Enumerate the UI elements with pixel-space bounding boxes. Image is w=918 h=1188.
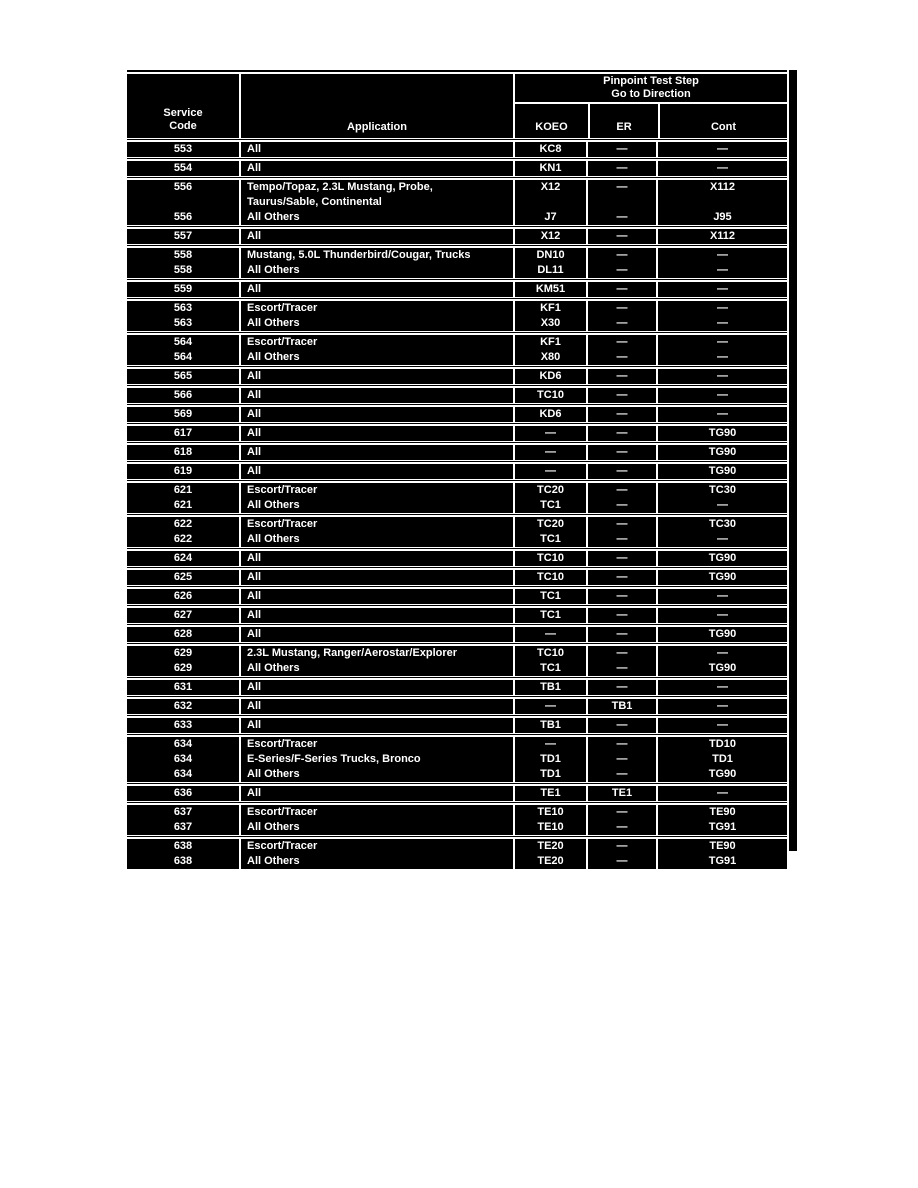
table-row-group — [127, 680, 787, 695]
cell-code: 638 — [127, 839, 239, 854]
cell-koeo: DL11 — [513, 263, 586, 278]
cell-er: — — [586, 142, 656, 157]
cell-er: — — [586, 646, 656, 661]
header-er: ER — [588, 104, 658, 138]
row-separator — [127, 835, 787, 839]
cell-app: All — [239, 161, 513, 176]
row-separator — [127, 695, 787, 699]
cell-cont: — — [656, 335, 787, 350]
cell-koeo: — — [513, 627, 586, 642]
cell-app: Escort/Tracer — [239, 737, 513, 752]
cell-app: All Others — [239, 661, 513, 676]
page-edge-bar — [789, 70, 797, 851]
table-row-group — [127, 839, 787, 869]
cell-cont: TG90 — [656, 767, 787, 782]
cell-code: 554 — [127, 161, 239, 176]
cell-er: — — [586, 608, 656, 623]
cell-code: 629 — [127, 661, 239, 676]
row-separator — [127, 384, 787, 388]
cell-app: All Others — [239, 263, 513, 278]
cell-app: All Others — [239, 820, 513, 835]
cell-code: 637 — [127, 805, 239, 820]
cell-app: All — [239, 718, 513, 733]
cell-koeo: J7 — [513, 210, 586, 225]
cell-code: 625 — [127, 570, 239, 585]
cell-er: — — [586, 517, 656, 532]
cell-code: 564 — [127, 350, 239, 365]
cell-cont: — — [656, 388, 787, 403]
table-row-group — [127, 551, 787, 566]
table-header — [127, 74, 787, 138]
row-separator — [127, 566, 787, 570]
table-row-group — [127, 282, 787, 297]
cell-cont: TG90 — [656, 551, 787, 566]
cell-koeo: TC10 — [513, 570, 586, 585]
cell-app: All Others — [239, 854, 513, 869]
table-top-border — [127, 70, 787, 72]
cell-app: All — [239, 627, 513, 642]
row-separator — [127, 547, 787, 551]
cell-er: — — [586, 180, 656, 195]
table-row-group — [127, 570, 787, 585]
cell-cont: X112 — [656, 229, 787, 244]
cell-code: 634 — [127, 737, 239, 752]
table-row-group — [127, 142, 787, 157]
table-row-group — [127, 335, 787, 365]
cell-code: 621 — [127, 498, 239, 513]
cell-er: — — [586, 350, 656, 365]
cell-app: Escort/Tracer — [239, 839, 513, 854]
row-separator — [127, 422, 787, 426]
cell-cont: — — [656, 699, 787, 714]
cell-er: — — [586, 301, 656, 316]
cell-app: All — [239, 608, 513, 623]
cell-koeo: KF1 — [513, 301, 586, 316]
row-separator — [127, 676, 787, 680]
table-row-group — [127, 180, 787, 225]
cell-cont — [656, 195, 787, 210]
cell-er: — — [586, 464, 656, 479]
cell-koeo: — — [513, 464, 586, 479]
cell-cont: — — [656, 718, 787, 733]
cell-er: — — [586, 718, 656, 733]
cell-er: — — [586, 229, 656, 244]
cell-code — [127, 195, 239, 210]
cell-code: 622 — [127, 517, 239, 532]
cell-cont: TG90 — [656, 661, 787, 676]
row-separator — [127, 441, 787, 445]
cell-koeo: — — [513, 426, 586, 441]
cell-koeo: TC20 — [513, 483, 586, 498]
row-separator — [127, 623, 787, 627]
row-separator — [127, 297, 787, 301]
cell-koeo: — — [513, 737, 586, 752]
cell-app: Escort/Tracer — [239, 335, 513, 350]
cell-koeo: TE20 — [513, 839, 586, 854]
cell-code: 619 — [127, 464, 239, 479]
cell-code: 629 — [127, 646, 239, 661]
cell-er: TE1 — [586, 786, 656, 801]
cell-app: All — [239, 570, 513, 585]
cell-app: Escort/Tracer — [239, 301, 513, 316]
cell-er: — — [586, 483, 656, 498]
row-separator — [127, 733, 787, 737]
cell-koeo: TB1 — [513, 718, 586, 733]
cell-code: 618 — [127, 445, 239, 460]
cell-er: TB1 — [586, 699, 656, 714]
cell-code: 564 — [127, 335, 239, 350]
row-separator — [127, 278, 787, 282]
cell-cont: — — [656, 316, 787, 331]
cell-code: 556 — [127, 210, 239, 225]
cell-er: — — [586, 805, 656, 820]
cell-code: 638 — [127, 854, 239, 869]
table-row-group — [127, 369, 787, 384]
table-row-group — [127, 161, 787, 176]
row-separator — [127, 714, 787, 718]
cell-cont: TG91 — [656, 854, 787, 869]
cell-code: 558 — [127, 248, 239, 263]
cell-er: — — [586, 316, 656, 331]
table-row-group — [127, 248, 787, 278]
header-pinpoint-test-step — [515, 74, 787, 102]
table-row-group — [127, 608, 787, 623]
cell-app: All — [239, 699, 513, 714]
cell-cont: TE90 — [656, 839, 787, 854]
cell-koeo: X30 — [513, 316, 586, 331]
cell-er: — — [586, 210, 656, 225]
table-row-group — [127, 805, 787, 835]
cell-app: All Others — [239, 532, 513, 547]
cell-app: All — [239, 786, 513, 801]
cell-app: All — [239, 282, 513, 297]
cell-koeo: TE10 — [513, 820, 586, 835]
cell-er: — — [586, 570, 656, 585]
cell-er: — — [586, 627, 656, 642]
row-separator — [127, 403, 787, 407]
cell-cont: TD1 — [656, 752, 787, 767]
cell-koeo: TE20 — [513, 854, 586, 869]
cell-app: All — [239, 680, 513, 695]
cell-cont: — — [656, 282, 787, 297]
row-separator — [127, 225, 787, 229]
cell-er: — — [586, 767, 656, 782]
cell-cont: — — [656, 301, 787, 316]
cell-koeo: TD1 — [513, 767, 586, 782]
cell-code: 556 — [127, 180, 239, 195]
cell-koeo: TC1 — [513, 608, 586, 623]
cell-er: — — [586, 263, 656, 278]
cell-er: — — [586, 737, 656, 752]
cell-er: — — [586, 752, 656, 767]
cell-koeo: X12 — [513, 229, 586, 244]
cell-er — [586, 195, 656, 210]
cell-code: 563 — [127, 316, 239, 331]
row-separator — [127, 513, 787, 517]
header-pinpoint-columns — [515, 102, 787, 138]
cell-er: — — [586, 680, 656, 695]
cell-er: — — [586, 589, 656, 604]
row-separator — [127, 604, 787, 608]
cell-app: Escort/Tracer — [239, 483, 513, 498]
cell-cont: — — [656, 161, 787, 176]
cell-app: All Others — [239, 210, 513, 225]
cell-er: — — [586, 369, 656, 384]
cell-er: — — [586, 820, 656, 835]
cell-koeo: KD6 — [513, 407, 586, 422]
cell-code: 624 — [127, 551, 239, 566]
cell-code: 634 — [127, 767, 239, 782]
row-separator — [127, 801, 787, 805]
cell-er: — — [586, 248, 656, 263]
cell-er: — — [586, 839, 656, 854]
header-service-code-line1: Service — [163, 107, 203, 119]
row-separator — [127, 365, 787, 369]
row-separator — [127, 176, 787, 180]
cell-app: Taurus/Sable, Continental — [239, 195, 513, 210]
cell-er: — — [586, 426, 656, 441]
row-separator — [127, 244, 787, 248]
cell-code: 633 — [127, 718, 239, 733]
service-code-table — [127, 70, 787, 869]
table-row-group — [127, 737, 787, 782]
cell-koeo: TC20 — [513, 517, 586, 532]
cell-er: — — [586, 282, 656, 297]
cell-cont: TG90 — [656, 627, 787, 642]
cell-app: Escort/Tracer — [239, 517, 513, 532]
cell-er: — — [586, 498, 656, 513]
cell-code: 632 — [127, 699, 239, 714]
cell-code: 557 — [127, 229, 239, 244]
cell-code: 628 — [127, 627, 239, 642]
cell-app: All — [239, 142, 513, 157]
cell-er: — — [586, 445, 656, 460]
cell-cont: — — [656, 680, 787, 695]
row-separator — [127, 642, 787, 646]
cell-code: 621 — [127, 483, 239, 498]
cell-koeo: TC1 — [513, 532, 586, 547]
cell-er: — — [586, 407, 656, 422]
cell-app: All — [239, 464, 513, 479]
cell-cont: — — [656, 608, 787, 623]
cell-code: 617 — [127, 426, 239, 441]
cell-app: All Others — [239, 767, 513, 782]
row-separator — [127, 585, 787, 589]
cell-cont: X112 — [656, 180, 787, 195]
cell-cont: TG90 — [656, 426, 787, 441]
header-cont: Cont — [658, 104, 787, 138]
header-koeo: KOEO — [515, 104, 588, 138]
cell-koeo: TB1 — [513, 680, 586, 695]
table-row-group — [127, 301, 787, 331]
cell-koeo: KD6 — [513, 369, 586, 384]
table-row-group — [127, 445, 787, 460]
cell-code: 637 — [127, 820, 239, 835]
cell-er: — — [586, 335, 656, 350]
cell-app: All Others — [239, 316, 513, 331]
cell-cont: TC30 — [656, 517, 787, 532]
header-pinpoint-line2: Go to Direction — [611, 88, 691, 100]
cell-er: — — [586, 532, 656, 547]
cell-cont: TG90 — [656, 570, 787, 585]
cell-koeo: KM51 — [513, 282, 586, 297]
header-pinpoint-group — [513, 74, 787, 138]
cell-cont: — — [656, 248, 787, 263]
row-separator — [127, 460, 787, 464]
cell-cont: — — [656, 786, 787, 801]
cell-code: 559 — [127, 282, 239, 297]
cell-app: 2.3L Mustang, Ranger/Aerostar/Explorer — [239, 646, 513, 661]
cell-koeo: TC10 — [513, 388, 586, 403]
cell-er: — — [586, 388, 656, 403]
table-row-group — [127, 646, 787, 676]
cell-koeo: TC1 — [513, 589, 586, 604]
cell-koeo: X80 — [513, 350, 586, 365]
cell-code: 627 — [127, 608, 239, 623]
cell-cont: TG90 — [656, 445, 787, 460]
cell-code: 563 — [127, 301, 239, 316]
cell-cont: TG91 — [656, 820, 787, 835]
cell-koeo: KF1 — [513, 335, 586, 350]
cell-er: — — [586, 551, 656, 566]
table-row-group — [127, 627, 787, 642]
cell-koeo: DN10 — [513, 248, 586, 263]
cell-app: All — [239, 589, 513, 604]
cell-app: Tempo/Topaz, 2.3L Mustang, Probe, — [239, 180, 513, 195]
table-row-group — [127, 786, 787, 801]
cell-koeo: KC8 — [513, 142, 586, 157]
cell-cont: — — [656, 646, 787, 661]
cell-koeo: TE1 — [513, 786, 586, 801]
row-separator — [127, 782, 787, 786]
cell-cont: — — [656, 263, 787, 278]
cell-koeo: TC10 — [513, 551, 586, 566]
table-row-group — [127, 699, 787, 714]
table-row-group — [127, 229, 787, 244]
cell-code: 634 — [127, 752, 239, 767]
table-row-group — [127, 589, 787, 604]
header-pinpoint-line1: Pinpoint Test Step — [603, 75, 699, 87]
cell-code: 569 — [127, 407, 239, 422]
cell-koeo: TD1 — [513, 752, 586, 767]
cell-cont: TE90 — [656, 805, 787, 820]
row-separator — [127, 138, 787, 142]
cell-code: 631 — [127, 680, 239, 695]
cell-app: All — [239, 445, 513, 460]
cell-cont: TC30 — [656, 483, 787, 498]
cell-cont: — — [656, 142, 787, 157]
cell-app: All — [239, 426, 513, 441]
cell-app: All — [239, 407, 513, 422]
cell-app: Mustang, 5.0L Thunderbird/Cougar, Trucks — [239, 248, 513, 263]
cell-koeo: KN1 — [513, 161, 586, 176]
cell-koeo: TC1 — [513, 661, 586, 676]
cell-code: 566 — [127, 388, 239, 403]
cell-cont: — — [656, 532, 787, 547]
cell-koeo: X12 — [513, 180, 586, 195]
row-separator — [127, 157, 787, 161]
cell-koeo: TE10 — [513, 805, 586, 820]
header-service-code — [127, 74, 239, 138]
table-row-group — [127, 388, 787, 403]
cell-er: — — [586, 854, 656, 869]
header-application: Application — [239, 74, 513, 138]
table-row-group — [127, 718, 787, 733]
cell-app: All — [239, 229, 513, 244]
cell-app: All Others — [239, 498, 513, 513]
cell-code: 553 — [127, 142, 239, 157]
cell-er: — — [586, 161, 656, 176]
cell-app: All Others — [239, 350, 513, 365]
cell-koeo: — — [513, 445, 586, 460]
table-body — [127, 138, 787, 869]
cell-cont: TG90 — [656, 464, 787, 479]
cell-app: All — [239, 551, 513, 566]
cell-code: 558 — [127, 263, 239, 278]
cell-app: All — [239, 388, 513, 403]
cell-cont: — — [656, 369, 787, 384]
cell-cont: — — [656, 350, 787, 365]
cell-cont: — — [656, 589, 787, 604]
cell-app: E-Series/F-Series Trucks, Bronco — [239, 752, 513, 767]
cell-code: 626 — [127, 589, 239, 604]
cell-app: Escort/Tracer — [239, 805, 513, 820]
cell-koeo: — — [513, 699, 586, 714]
cell-koeo — [513, 195, 586, 210]
header-service-code-line2: Code — [169, 120, 197, 132]
row-separator — [127, 331, 787, 335]
cell-cont: J95 — [656, 210, 787, 225]
cell-code: 636 — [127, 786, 239, 801]
table-row-group — [127, 426, 787, 441]
cell-cont: — — [656, 407, 787, 422]
table-row-group — [127, 517, 787, 547]
table-row-group — [127, 464, 787, 479]
cell-code: 565 — [127, 369, 239, 384]
table-row-group — [127, 407, 787, 422]
cell-koeo: TC1 — [513, 498, 586, 513]
cell-cont: — — [656, 498, 787, 513]
cell-er: — — [586, 661, 656, 676]
cell-code: 622 — [127, 532, 239, 547]
cell-app: All — [239, 369, 513, 384]
cell-koeo: TC10 — [513, 646, 586, 661]
cell-cont: TD10 — [656, 737, 787, 752]
row-separator — [127, 479, 787, 483]
table-row-group — [127, 483, 787, 513]
